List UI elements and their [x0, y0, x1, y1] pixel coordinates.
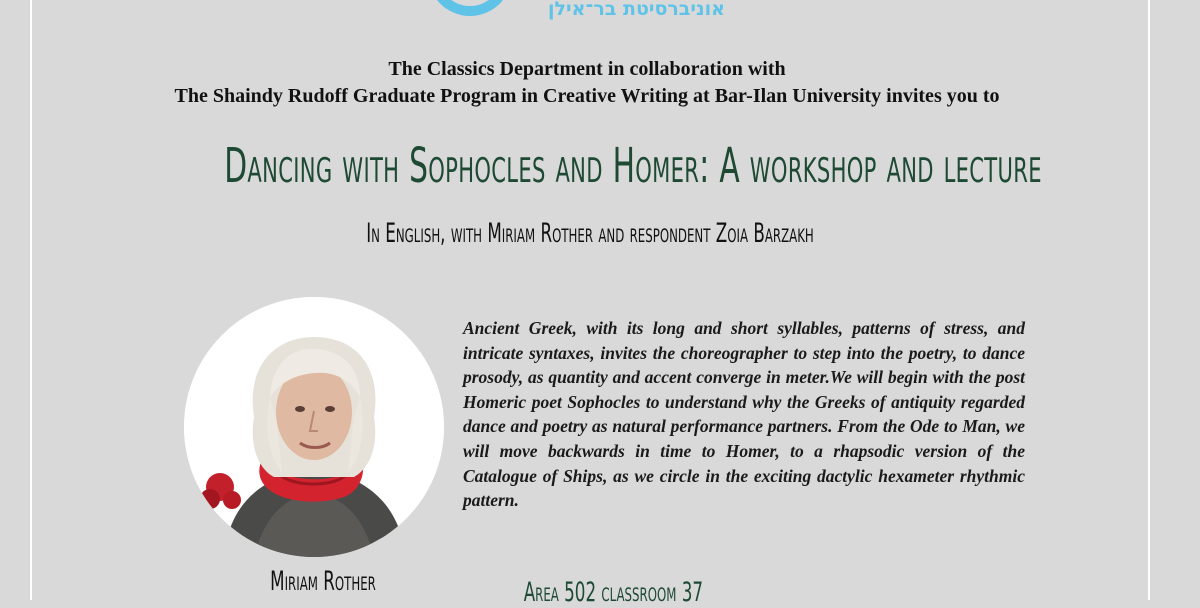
- portrait-illustration: [184, 297, 444, 557]
- university-logo: [420, 0, 740, 22]
- logo-emblem-icon: [428, 0, 512, 16]
- intro-line-2: The Shaindy Rudoff Graduate Program in Creative Writing at Bar-Ilan University invites you to: [174, 85, 1000, 107]
- event-title: Dancing with Sophocles and Homer: A workshop and lecture: [224, 138, 1042, 194]
- event-subtitle: In English, with Miriam Rother and respondent Zoia Barzakh: [366, 218, 814, 249]
- event-description: Ancient Greek, with its long and short syllables, patterns of stress, and intricate syntaxes, invites the choreographer to step into the poetry, to dance prosody, as quantity and accent converge in meter.We will begin with the post Homeric poet Sophocles to understand why the Greeks of antiquity regarded dance and poetry as natural performance partners. From the Ode to Man, we will move backwards in time to Homer, to a rhapsodic version of the Catalogue of Ships, as we circle in the exciting dactylic hexameter rhythmic pattern.: [463, 318, 1025, 511]
- speaker-portrait: [184, 297, 444, 557]
- event-location: Area 502 classroom 37: [523, 577, 704, 608]
- logo-text: אוניברסיטת בר־אילן: [548, 0, 725, 20]
- speaker-name: Miriam Rother: [270, 566, 376, 597]
- intro-line-1: The Classics Department in collaboration with: [388, 58, 786, 80]
